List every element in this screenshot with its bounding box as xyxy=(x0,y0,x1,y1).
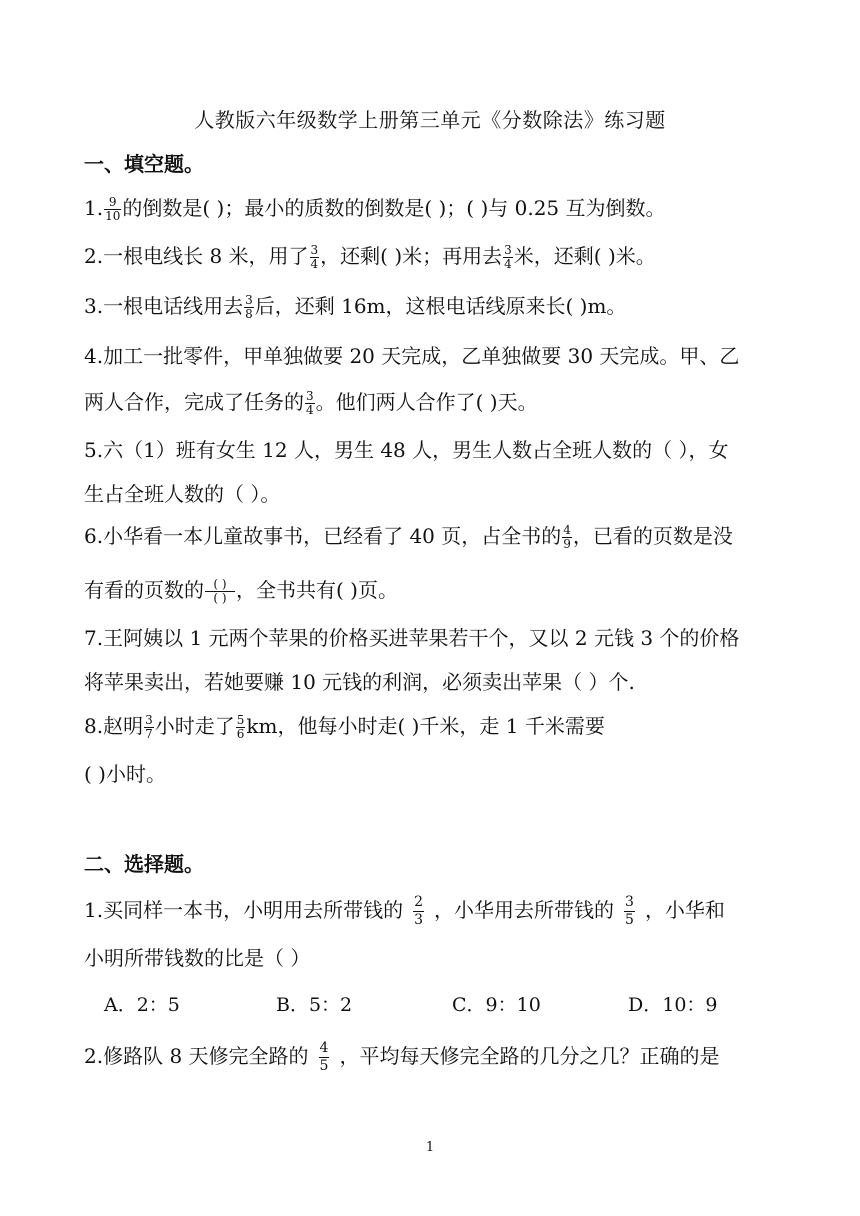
fraction-denominator: 3 xyxy=(414,912,424,928)
question-3 xyxy=(84,292,626,321)
fraction-denominator: 7 xyxy=(145,727,153,741)
fraction-numerator: 3 xyxy=(145,713,153,727)
fraction xyxy=(319,1040,330,1075)
question-text: 两人合作，完成了任务的 xyxy=(84,390,304,414)
question-text: 有看的页数的 xyxy=(84,578,204,602)
question-text: 6.小华看一本儿童故事书，已经看了 40 页，占全书的 xyxy=(84,524,562,548)
fraction-numerator: 3 xyxy=(310,243,319,257)
question-5-line-2: 生占全班人数的（ ）。 xyxy=(84,482,281,506)
question-4-line-1: 4.加工一批零件，甲单独做要 20 天完成，乙单独做要 30 天完成。甲、乙 xyxy=(84,344,740,368)
fraction xyxy=(305,390,315,417)
option-b[interactable]: B．5：2 xyxy=(276,994,353,1016)
fraction-denominator: 4 xyxy=(306,403,314,417)
fraction xyxy=(562,524,572,551)
question-5-line-1: 5.六（1）班有女生 12 人，男生 48 人，男生人数占全班人数的（ ），女 xyxy=(84,438,729,462)
option-a[interactable]: A．2：5 xyxy=(104,994,180,1016)
option-c[interactable]: C．9：10 xyxy=(452,994,541,1016)
question-6-line-1 xyxy=(84,522,733,551)
question-text: 2.修路队 8 天修完全路的 xyxy=(84,1044,309,1068)
fraction-denominator: 4 xyxy=(310,257,319,271)
fraction-denominator: 8 xyxy=(245,307,253,321)
page-title: 人教版六年级数学上册第三单元《分数除法》练习题 xyxy=(194,108,666,132)
page-number: 1 xyxy=(425,1140,435,1155)
fraction-numerator: 3 xyxy=(306,389,314,403)
blank-fraction xyxy=(205,578,235,605)
choice-question-1-line-1 xyxy=(84,894,725,929)
question-text: 2.一根电线长 8 米，用了 xyxy=(84,244,309,268)
fraction xyxy=(236,714,246,741)
fraction-denominator: 10 xyxy=(105,209,121,223)
section-fill-in-blank-heading: 一、填空题。 xyxy=(84,152,204,176)
question-1 xyxy=(84,194,666,223)
fraction xyxy=(413,894,424,929)
fraction xyxy=(144,714,154,741)
question-6-line-2 xyxy=(84,576,398,605)
section-multiple-choice-heading: 二、选择题。 xyxy=(84,852,204,876)
fraction-numerator: 3 xyxy=(504,243,512,257)
fraction xyxy=(244,294,254,321)
question-7-line-2: 将苹果卖出，若她要赚 10 元钱的利润，必须卖出苹果（ ）个. xyxy=(84,670,635,694)
fraction-numerator: 2 xyxy=(414,894,424,910)
question-text: ，还剩( )米；再用去 xyxy=(320,244,503,268)
fraction-numerator: 3 xyxy=(245,293,253,307)
fraction-denominator: 6 xyxy=(236,727,245,741)
question-text: 8.赵明 xyxy=(84,714,144,738)
question-text: 后，还剩 16m，这根电话线原来长( )m。 xyxy=(254,294,627,318)
question-2 xyxy=(84,242,656,271)
choice-question-1-line-2: 小明所带钱数的比是（ ） xyxy=(84,946,311,970)
question-text: ，已看的页数是没 xyxy=(572,524,733,548)
question-text: 1.买同样一本书，小明用去所带钱的 xyxy=(84,898,404,922)
question-8-line-1 xyxy=(84,712,605,741)
fraction xyxy=(310,244,320,271)
fraction xyxy=(503,244,513,271)
question-text: ，全书共有( )页。 xyxy=(236,578,398,602)
fraction-numerator: 4 xyxy=(563,523,571,537)
fraction-denominator: ( ) xyxy=(213,591,227,605)
option-d[interactable]: D．10：9 xyxy=(628,994,718,1016)
choice-question-2 xyxy=(84,1040,719,1075)
fraction-numerator: 9 xyxy=(104,196,121,210)
question-text: 。他们两人合作了( )天。 xyxy=(315,390,538,414)
question-text: 的倒数是( )；最小的质数的倒数是( )；( )与 0.25 互为倒数。 xyxy=(122,196,666,220)
question-number: 1. xyxy=(84,196,104,220)
question-text: 3.一根电话线用去 xyxy=(84,294,244,318)
fraction-numerator: 4 xyxy=(319,1040,329,1056)
fraction-denominator: 5 xyxy=(319,1058,329,1074)
fraction xyxy=(624,894,635,929)
question-text: ，平均每天修完全路的几分之几？正确的是 xyxy=(339,1044,720,1068)
question-text: km，他每小时走( )千米，走 1 千米需要 xyxy=(246,714,605,738)
question-text: 小时走了 xyxy=(154,714,235,738)
fraction-denominator: 5 xyxy=(625,912,634,928)
fraction-denominator: 9 xyxy=(563,537,571,551)
question-text: ，小华用去所带钱的 xyxy=(434,898,615,922)
fraction-numerator: 5 xyxy=(236,713,245,727)
fraction-denominator: 4 xyxy=(504,257,512,271)
fraction-numerator: 3 xyxy=(625,894,634,910)
question-7-line-1: 7.王阿姨以 1 元两个苹果的价格买进苹果若干个，又以 2 元钱 3 个的价格 xyxy=(84,626,740,650)
fraction xyxy=(104,196,121,223)
fraction-numerator: ( ) xyxy=(205,578,235,592)
question-text: ，小华和 xyxy=(644,898,725,922)
question-8-line-2: ( )小时。 xyxy=(84,762,166,786)
question-4-line-2 xyxy=(84,388,538,417)
question-text: 米，还剩( )米。 xyxy=(513,244,656,268)
